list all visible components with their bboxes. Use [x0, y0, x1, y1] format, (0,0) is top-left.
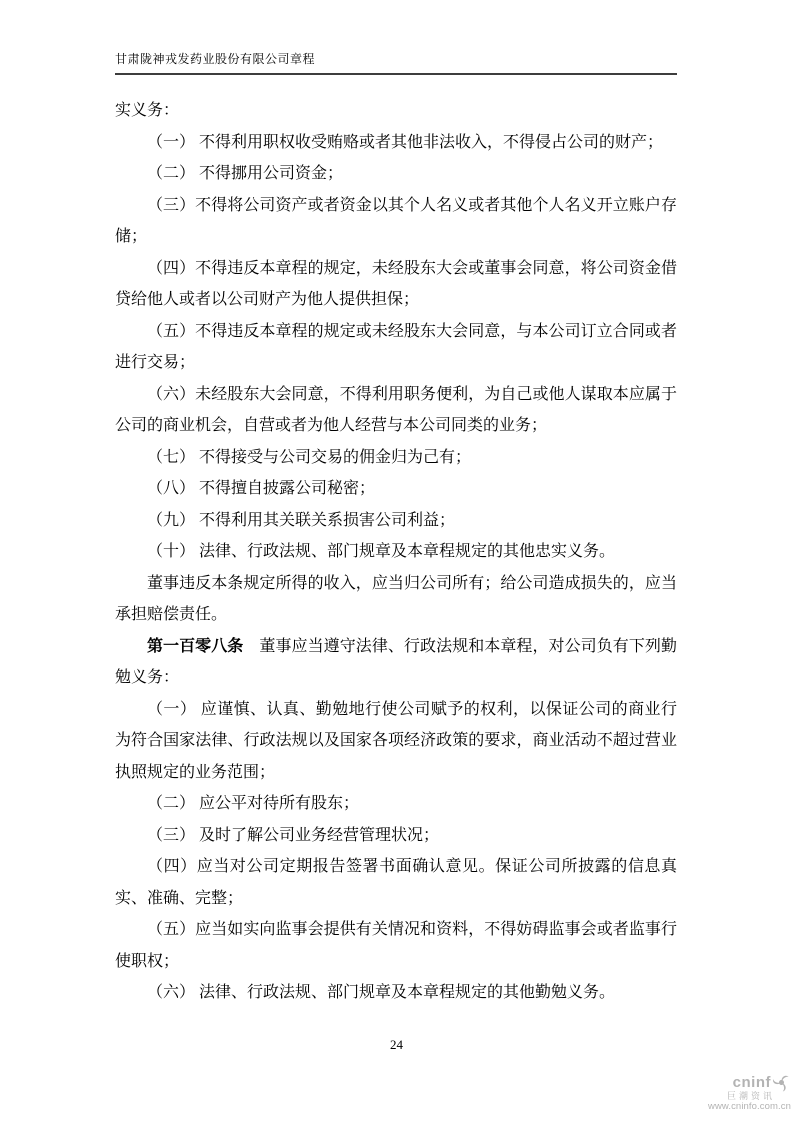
paragraph: （九） 不得利用其关联关系损害公司利益； [147, 511, 456, 529]
paragraph: （十） 法律、行政法规、部门规章及本章程规定的其他忠实义务。 [147, 543, 616, 560]
paragraph: 实义务： [115, 102, 180, 119]
paragraph: （一） 应谨慎、认真、勤勉地行使公司赋予的权利，以保证公司的商业行为符合国家法律、行政法规以及国家各项经济政策的要求，商业活动不超过营业执照规定的业务范围； [115, 700, 677, 781]
page-number: 24 [390, 1037, 403, 1052]
paragraph: （七） 不得接受与公司交易的佣金归为己有； [147, 448, 472, 466]
cninfo-url: www.cninfo.com.cn [707, 1101, 791, 1113]
cninfo-swirl-icon [772, 1073, 791, 1092]
header-title: 甘肃陇神戎发药业股份有限公司章程 [115, 52, 316, 66]
paragraph: （三） 及时了解公司业务经营管理状况； [147, 826, 440, 844]
cninfo-watermark [661, 1073, 791, 1113]
paragraph: （四）不得违反本章程的规定，未经股东大会或董事会同意，将公司资金借贷给他人或者以公司财产为他人提供担保； [115, 259, 677, 308]
cninfo-caption: 巨潮资讯 [726, 1090, 775, 1101]
paragraph: （一） 不得利用职权收受贿赂或者其他非法收入，不得侵占公司的财产； [147, 133, 664, 151]
document-body [115, 95, 677, 1009]
article-text: 董事应当遵守法律、行政法规和本章程，对公司负有下列勤勉义务： [115, 637, 677, 686]
page-header [115, 50, 677, 75]
paragraph: （四）应当对公司定期报告签署书面确认意见。保证公司所披露的信息真实、准确、完整； [115, 858, 677, 907]
paragraph: 董事违反本条规定所得的收入，应当归公司所有；给公司造成损失的，应当承担赔偿责任。 [115, 574, 677, 623]
paragraph: （六） 法律、行政法规、部门规章及本章程规定的其他勤勉义务。 [147, 984, 616, 1001]
article-number: 第一百零八条 [147, 637, 244, 655]
paragraph: （二） 不得挪用公司资金； [147, 165, 344, 182]
paragraph: （五）不得违反本章程的规定或未经股东大会同意，与本公司订立合同或者进行交易； [115, 322, 677, 371]
cninfo-brand-row [661, 1073, 791, 1092]
paragraph [115, 631, 677, 694]
paragraph: （三）不得将公司资产或者资金以其个人名义或者其他个人名义开立账户存储； [115, 196, 677, 245]
cninfo-brand-text: cninf [732, 1073, 771, 1091]
paragraph: （五）应当如实向监事会提供有关情况和资料，不得妨碍监事会或者监事行使职权； [115, 921, 677, 970]
paragraph: （二） 应公平对待所有股东； [147, 795, 360, 812]
paragraph: （六）未经股东大会同意，不得利用职务便利，为自己或他人谋取本应属于公司的商业机会，自营或者为他人经营与本公司同类的业务； [115, 385, 677, 434]
paragraph: （八） 不得擅自披露公司秘密； [147, 480, 376, 497]
